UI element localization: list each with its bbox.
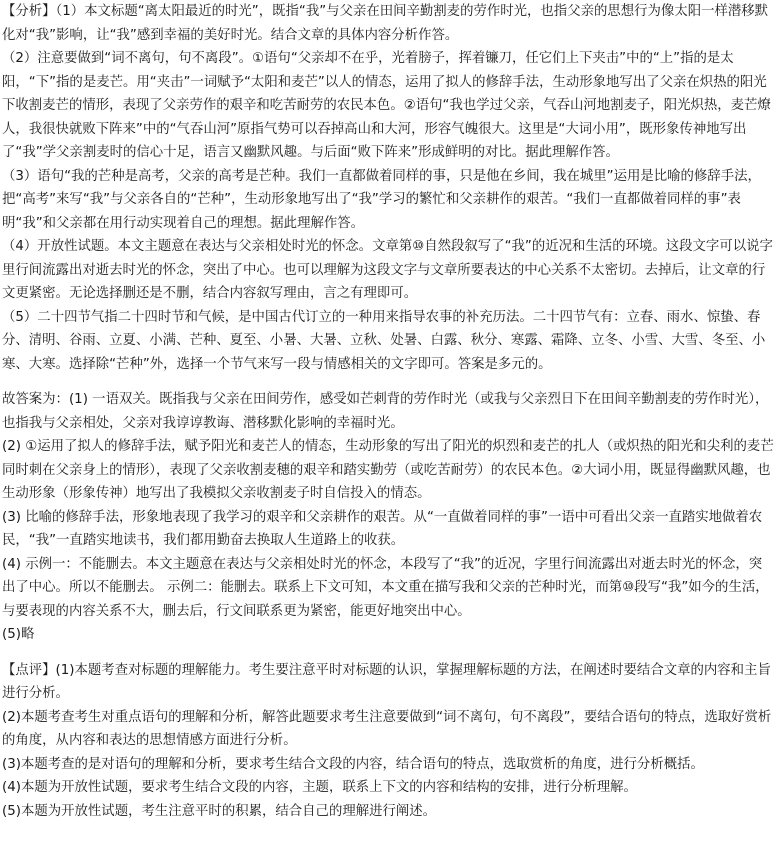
analysis-part-2: （2）注意要做到“词不离句，句不离段”。①语句“父亲却不在乎，光着膀子，挥着镰刀，任它们上下夹击”中的“上”指的是太阳，“下”指的是麦芒。用“夹击”一词赋予“太阳和麦芒”以人的情态，运用了拟人的修辞手法，生动形象地写出了父亲在炽热的阳光下收割麦芒的情形，表现了父亲劳作的艰辛和吃苦耐劳的农民本色。②语句“我也学过父亲，气吞山河地割麦子，阳光炽热，麦芒燎人，我很快就败下阵来”中的“气吞山河”原指气势可以吞掉高山和大河，形容气魄很大。这里是“大词小用”，既形象传神地写出了“我”学父亲割麦时的信心十足，语言又幽默风趣。与后面“败下阵来”形成鲜明的对比。据此理解作答。 [2,51,771,160]
answer-part-5: (5)略 [2,627,35,642]
comment-part-3: (3)本题考查的是对语句的理解和分析，要求考生结合文段的内容，结合语句的特点，选取赏析的角度，进行分析概括。 [2,756,704,772]
comment-part-1: 【点评】(1)本题考查对标题的理解能力。考生要注意平时对标题的认识，掌握理解标题的方法，在阐述时要结合文章的内容和主旨进行分析。 [2,662,771,701]
comment-section [2,659,774,824]
comment-part-5: (5)本题为开放性试题，考生注意平时的积累，结合自己的理解进行阐述。 [2,803,437,819]
analysis-part-4: （4）开放性试题。本文主题意在表达与父亲相处时光的怀念。文章第⑩自然段叙写了“我”的近况和生活的环境。这段文字可以说字里行间流露出对逝去时光的怀念，突出了中心。也可以理解为这段文字与文章所要表达的中心关系不太密切。去掉后，让文章的行文更紧密。无论选择删还是不删，结合内容叙写理由，言之有理即可。 [2,239,773,301]
answer-part-1: 故答案为：(1) 一语双关。既指我与父亲在田间劳作，感受如芒刺背的劳作时光（或我与父亲烈日下在田间辛勤割麦的劳作时光），也指我与父亲相处，父亲对我谆谆教诲、潜移默化影响的幸福时光。 [2,392,769,431]
answer-section [2,388,774,647]
comment-part-2: (2)本题考查考生对重点语句的理解和分析，解答此题要求考生注意要做到“词不离句，句不离段”，要结合语句的特点，选取好赏析的角度，从内容和表达的思想情感方面进行分析。 [2,709,772,748]
section-spacer [2,376,774,388]
answer-part-2: (2) ①运用了拟人的修辞手法，赋予阳光和麦芒人的情态，生动形象的写出了阳光的炽烈和麦芒的扎人（或炽热的阳光和尖利的麦芒同时刺在父亲身上的情形），表现了父亲收割麦穗的艰辛和踏实勤劳（或吃苦耐劳）的农民本色。②大词小用，既显得幽默风趣，也生动形象（形象传神）地写出了我模拟父亲收割麦子时自信投入的情态。 [2,439,774,501]
answer-part-4: (4) 示例一：不能删去。本文主题意在表达与父亲相处时光的怀念，本段写了“我”的近况，字里行间流露出对逝去时光的怀念，突出了中心。所以不能删去。 示例二：能删去。联系上下文可知，本文重在描写我和父亲的芒种时光，而第⑩段写“我”如今的生活，与要表现的内容关系不大，删去后，行文间联系更为紧密，能更好地突出中心。 [2,556,769,619]
analysis-part-1: 【分析】（1）本文标题“离太阳最近的时光”，既指“我”与父亲在田间辛勤割麦的劳作时光，也指父亲的思想行为像太阳一样潜移默化对“我”影响，让“我”感到幸福的美好时光。结合文章的具体内容分析作答。 [2,4,769,43]
answer-part-3: (3) 比喻的修辞手法，形象地表现了我学习的艰辛和父亲耕作的艰苦。从“一直做着同样的事”一语中可看出父亲一直踏实地做着农民，“我”一直踏实地读书，我们都用勤奋去换取人生道路上的收获。 [2,509,763,548]
section-spacer [2,647,774,659]
comment-part-4: (4)本题为开放性试题，要求考生结合文段的内容，主题，联系上下文的内容和结构的安排，进行分析理解。 [2,780,637,795]
analysis-part-5: （5）二十四节气指二十四时节和气候，是中国古代订立的一种用来指导农事的补充历法。二十四节气有：立春、雨水、惊蛰、春分、清明、谷雨、立夏、小满、芒种、夏至、小暑、大暑、立秋、处暑、白露、秋分、寒露、霜降、立冬、小雪、大雪、冬至、小寒、大寒。选择除“芒种”外，选择一个节气来写一段与情感相关的文字即可。答案是多元的。 [2,309,766,372]
analysis-section [2,0,774,376]
analysis-part-3: （3）语句“我的芒种是高考，父亲的高考是芒种。我们一直都做着同样的事，只是他在乡间，我在城里”运用是比喻的修辞手法，把“高考”来写“我”与父亲各自的“芒种”，生动形象地写出了“我”学习的繁忙和父亲耕作的艰苦。“我们一直都做着同样的事”表明“我”和父亲都在用行动实现着自己的理想。据此理解作答。 [2,168,761,231]
